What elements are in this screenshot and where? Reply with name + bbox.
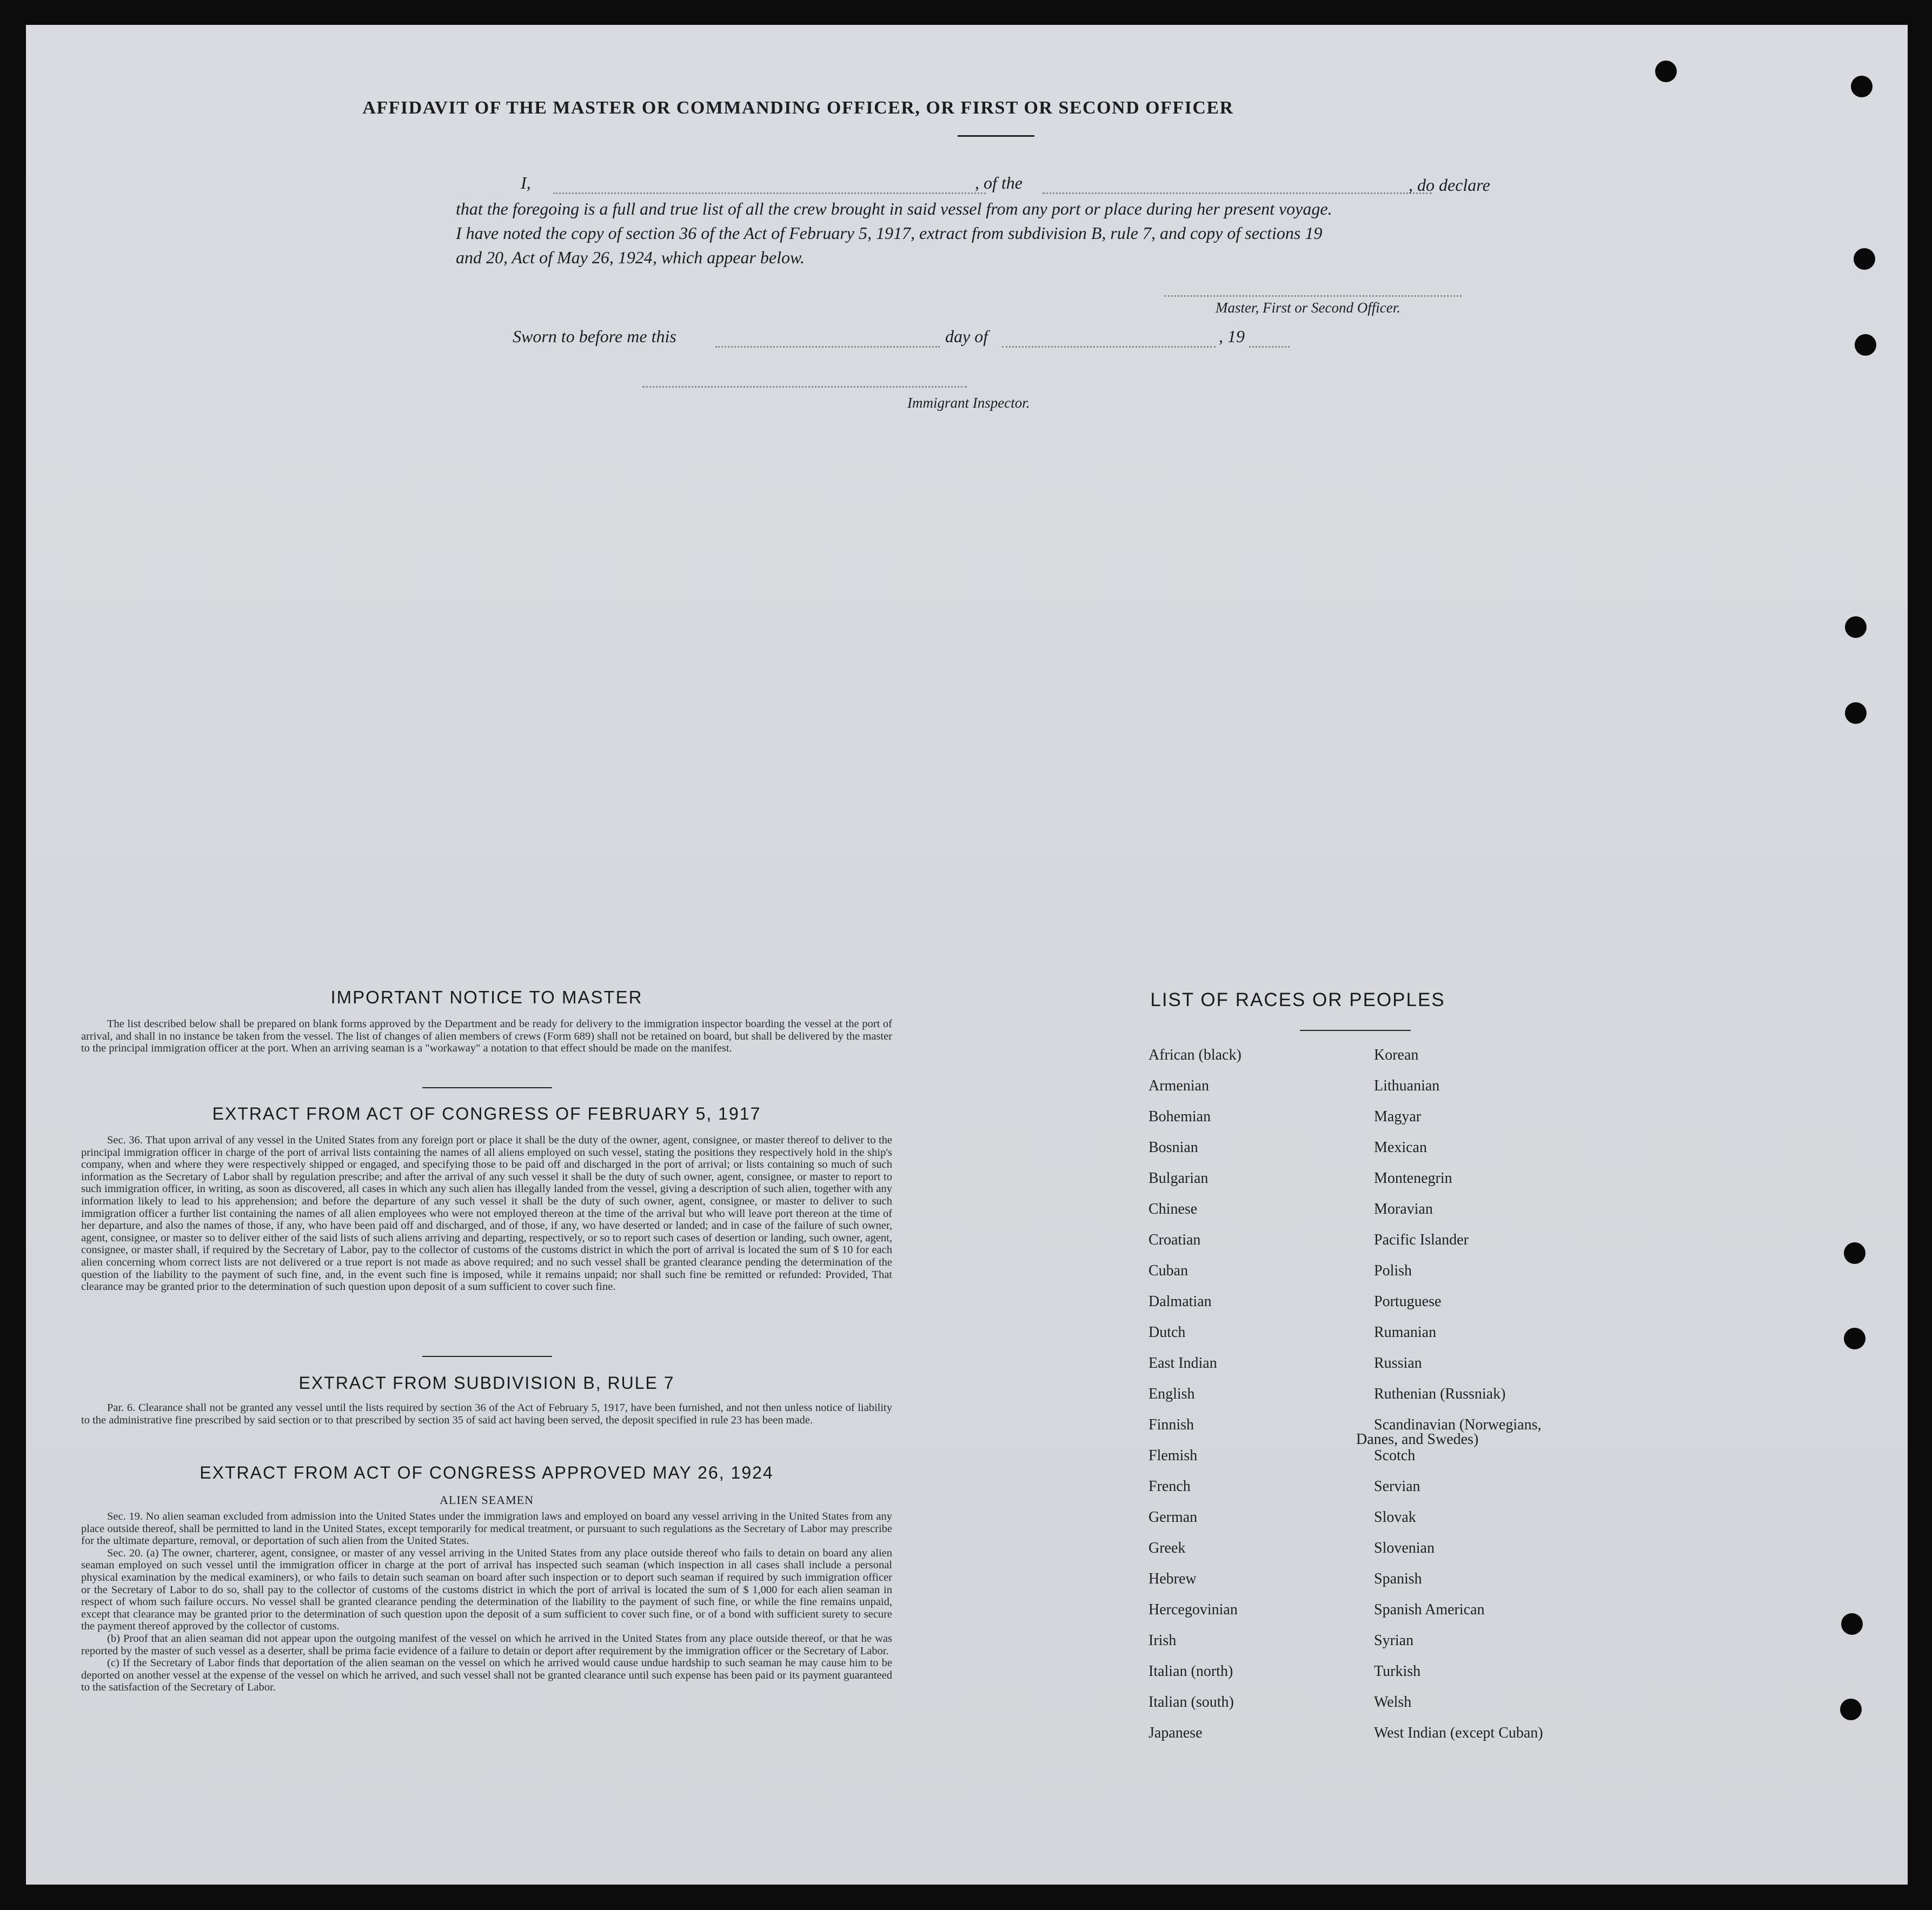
year-label: , 19	[1219, 327, 1245, 346]
race-item: Scandinavian (Norwegians,	[1374, 1416, 1542, 1433]
divider-rule	[422, 1087, 552, 1088]
race-item: Bulgarian	[1148, 1170, 1209, 1187]
extract-1924-body	[81, 1510, 892, 1694]
vessel-field[interactable]	[1043, 192, 1432, 194]
punch-hole	[1840, 1699, 1862, 1720]
race-item: Korean	[1374, 1047, 1419, 1063]
race-item: Scotch	[1374, 1447, 1416, 1464]
races-title-rule	[1300, 1030, 1411, 1031]
race-item: Hebrew	[1148, 1570, 1197, 1587]
race-item: Bosnian	[1148, 1139, 1198, 1156]
race-item: Montenegrin	[1374, 1170, 1452, 1187]
race-item: African (black)	[1148, 1047, 1241, 1063]
affidavit-title: AFFIDAVIT OF THE MASTER OR COMMANDING OFFICER, OR FIRST OR SECOND OFFICER	[362, 98, 1234, 118]
race-item: Pacific Islander	[1374, 1232, 1469, 1248]
inspector-signature-line[interactable]	[642, 386, 967, 388]
race-item: French	[1148, 1478, 1191, 1495]
punch-hole	[1844, 1328, 1865, 1349]
race-item: Irish	[1148, 1632, 1177, 1649]
race-item: Armenian	[1148, 1077, 1209, 1094]
race-item: Cuban	[1148, 1262, 1189, 1279]
race-item: Spanish	[1374, 1570, 1422, 1587]
race-item: Dutch	[1148, 1324, 1186, 1341]
punch-hole	[1844, 1242, 1865, 1264]
sec-36-text: Sec. 36. That upon arrival of any vessel in the United States from any foreign port or place it shall be the duty of the owner, agent, consignee, or master thereof to deliver to the principal immigration officer in charge of the port of arrival lists containing the names of all aliens employed on such vessel, stating the positions they respectively hold in the ship's company, when and where they were respectively shipped or engaged, and specifying those to be paid off and discharged in the port of arrival; or lists containing so much of such information as the Secretary of Labor shall by regulation prescribe; and after the arrival of any such vessel it shall be the duty of such owner, agent, consignee, or master to report to such immigration officer, in writing, as soon as discovered, all cases in which any such alien has illegally landed from the vessel, giving a description of such alien, together with any information likely to lead to his apprehension; and before the departure of any such vessel it shall be the duty of such owner, agent, consignee, or master to deliver to such immigration officer a further list containing the names of all alien employees who were not employed thereon at the time of the arrival but who will leave port thereon at the time of her departure, and also the names of those, if any, who have been paid off and discharged, and of those, if any, wo have deserted or landed; and in case of the failure of such owner, agent, consignee, or master so to deliver either of the said lists of such aliens arriving and departing, respectively, or so to report such cases of desertion or landing, such owner, agent, consignee, or master shall, if required by the Secretary of Labor, pay to the collector of customs of the customs district in which the port of arrival is located the sum of $ 10 for each alien concerning whom correct lists are not delivered or a true report is not made as above required; and no such vessel shall be granted clearance pending the determination of the question of the liability to the payment of such fine, and, in the event such fine is imposed, while it remains unpaid; nor shall such fine be remitted or refunded: Provided, That clearance may be granted prior to the determination of such question upon deposit of a sum sufficient to cover such fine.	[81, 1134, 892, 1293]
of-the-label: , of the	[975, 173, 1023, 192]
affidavit-line-3: I have noted the copy of section 36 of the Act of February 5, 1917, extract from subdivision B, rule 7, and copy of sections 19	[456, 223, 1323, 243]
punch-hole	[1854, 248, 1875, 270]
race-item: Portuguese	[1374, 1293, 1442, 1310]
alien-seamen-subtitle: ALIEN SEAMEN	[440, 1493, 534, 1507]
race-item: Greek	[1148, 1540, 1186, 1556]
notice-text: The list described below shall be prepared on blank forms approved by the Department and be ready for delivery to the immigration inspector boarding the vessel at the port of arrival, and shall in no instance be taken from the vessel. The list of changes of alien members of crews (Form 689) shall not be retained on board, but shall be delivered by the master to the principal immigration officer at the port. When an arriving seaman is a "workaway" a notation to that effect should be made on the manifest.	[81, 1018, 892, 1055]
master-signature-line[interactable]	[1164, 295, 1462, 297]
race-item: Polish	[1374, 1262, 1412, 1279]
race-item: Japanese	[1148, 1725, 1203, 1741]
race-item: Bohemian	[1148, 1108, 1211, 1125]
punch-hole	[1655, 61, 1677, 82]
inspector-label: Immigrant Inspector.	[907, 395, 1030, 411]
year-field[interactable]	[1249, 346, 1290, 348]
rule7-title: EXTRACT FROM SUBDIVISION B, RULE 7	[298, 1373, 675, 1393]
notice-body	[81, 1018, 892, 1055]
sworn-month-field[interactable]	[1002, 346, 1216, 348]
sworn-label: Sworn to before me this	[513, 327, 676, 346]
race-item: Finnish	[1148, 1416, 1194, 1433]
do-declare-label: , do declare	[1409, 175, 1490, 195]
extract-1917-body	[81, 1134, 892, 1293]
par-6-text: Par. 6. Clearance shall not be granted any vessel until the lists required by section 36 of the Act of February 5, 1917, have been furnished, and not then unless notice of liability to the administrative fine prescribed by said section or to that prescribed by section 35 of said act having been served, the deposit specified in rule 23 has been made.	[81, 1402, 892, 1426]
sworn-day-field[interactable]	[715, 346, 940, 348]
race-item: Chinese	[1148, 1201, 1198, 1217]
race-item: Slovak	[1374, 1509, 1416, 1526]
form-page	[26, 25, 1908, 1885]
races-title: LIST OF RACES OR PEOPLES	[1150, 989, 1445, 1010]
affidavit-line-2: that the foregoing is a full and true list of all the crew brought in said vessel from any port or place during her present voyage.	[456, 199, 1332, 218]
punch-hole	[1855, 334, 1876, 356]
punch-hole	[1845, 702, 1867, 724]
affidavit-line-4: and 20, Act of May 26, 1924, which appear below.	[456, 248, 805, 267]
divider-rule	[422, 1356, 552, 1357]
title-rule	[958, 135, 1034, 137]
race-item: English	[1148, 1386, 1195, 1402]
race-item: Ruthenian (Russniak)	[1374, 1386, 1506, 1402]
race-item: Magyar	[1374, 1108, 1422, 1125]
extract-1924-title: EXTRACT FROM ACT OF CONGRESS APPROVED MAY 26, 1924	[200, 1463, 774, 1482]
race-item: Russian	[1374, 1355, 1422, 1372]
extract-1917-title: EXTRACT FROM ACT OF CONGRESS OF FEBRUARY 5, 1917	[212, 1104, 761, 1123]
race-item-continuation: Danes, and Swedes)	[1356, 1431, 1479, 1448]
sec-20b-text: (b) Proof that an alien seaman did not appear upon the outgoing manifest of the vessel on which he arrived in the United States from any place outside thereof, or that he was reported by the master of such vessel as a deserter, shall be prima facie evidence of a failure to detain or deport after requirement by the immigration officer or the Secretary of Labor.	[81, 1632, 892, 1657]
race-item: Turkish	[1374, 1663, 1421, 1680]
race-item: Lithuanian	[1374, 1077, 1440, 1094]
race-item: Italian (south)	[1148, 1694, 1234, 1711]
punch-hole	[1851, 76, 1873, 97]
notice-title: IMPORTANT NOTICE TO MASTER	[330, 987, 643, 1007]
sec-20a-text: Sec. 20. (a) The owner, charterer, agent, consignee, or master of any vessel arriving in the United States from any place outside thereof who fails to detain on board any alien seaman employed on such vessel until the immigration officer in charge at the port of arrival has inspected such seaman (which inspection in all cases shall include a personal physical examination by the medical examiners), or who fails to detain such seaman on board after such inspection or to deport such seaman if required by such immigration officer or the Secretary of Labor to do so, shall pay to the collector of customs of the customs district in which the port of arrival is located the sum of $ 1,000 for each alien seaman in respect of whom such failure occurs. No vessel shall be granted clearance pending the determination of the liability to the payment of such fine, or while the fine remains unpaid, except that clearance may be granted prior to the determination of such question upon the deposit of a sum sufficient to cover such fine, or of a bond with sufficient surety to secure the payment thereof approved by the collector of customs.	[81, 1547, 892, 1633]
race-item: Syrian	[1374, 1632, 1414, 1649]
day-of-label: day of	[945, 327, 988, 346]
sec-20c-text: (c) If the Secretary of Labor finds that deportation of the alien seaman on the vessel on which he arrived would cause undue hardship to such seaman he may cause him to be deported on another vessel at the expense of the vessel on which he arrived, and such vessel shall not be granted clearance until such expense has been paid or its payment guaranteed to the satisfaction of the Secretary of Labor.	[81, 1657, 892, 1694]
race-item: Hercegovinian	[1148, 1601, 1238, 1618]
race-item: Mexican	[1374, 1139, 1427, 1156]
race-item: West Indian (except Cuban)	[1374, 1725, 1543, 1741]
race-item: Moravian	[1374, 1201, 1433, 1217]
punch-hole	[1841, 1613, 1863, 1635]
master-signature-label: Master, First or Second Officer.	[1216, 300, 1400, 316]
sec-19-text: Sec. 19. No alien seaman excluded from admission into the United States under the immigration laws and employed on board any vessel arriving in the United States from any place outside thereof, shall be permitted to land in the United States, except temporarily for medical treatment, or pursuant to such regulations as the Secretary of Labor may prescribe for the ultimate departure, removal, or deportation of such alien from the United States.	[81, 1510, 892, 1547]
race-item: Italian (north)	[1148, 1663, 1233, 1680]
race-item: Croatian	[1148, 1232, 1201, 1248]
race-item: Slovenian	[1374, 1540, 1435, 1556]
race-item: Rumanian	[1374, 1324, 1437, 1341]
race-item: Servian	[1374, 1478, 1420, 1495]
name-field[interactable]	[553, 192, 986, 194]
race-item: Spanish American	[1374, 1601, 1485, 1618]
i-label: I,	[521, 173, 531, 192]
rule7-body	[81, 1402, 892, 1426]
punch-hole	[1845, 616, 1867, 638]
race-item: German	[1148, 1509, 1198, 1526]
race-item: Welsh	[1374, 1694, 1412, 1711]
race-item: East Indian	[1148, 1355, 1217, 1372]
race-item: Flemish	[1148, 1447, 1198, 1464]
race-item: Dalmatian	[1148, 1293, 1212, 1310]
